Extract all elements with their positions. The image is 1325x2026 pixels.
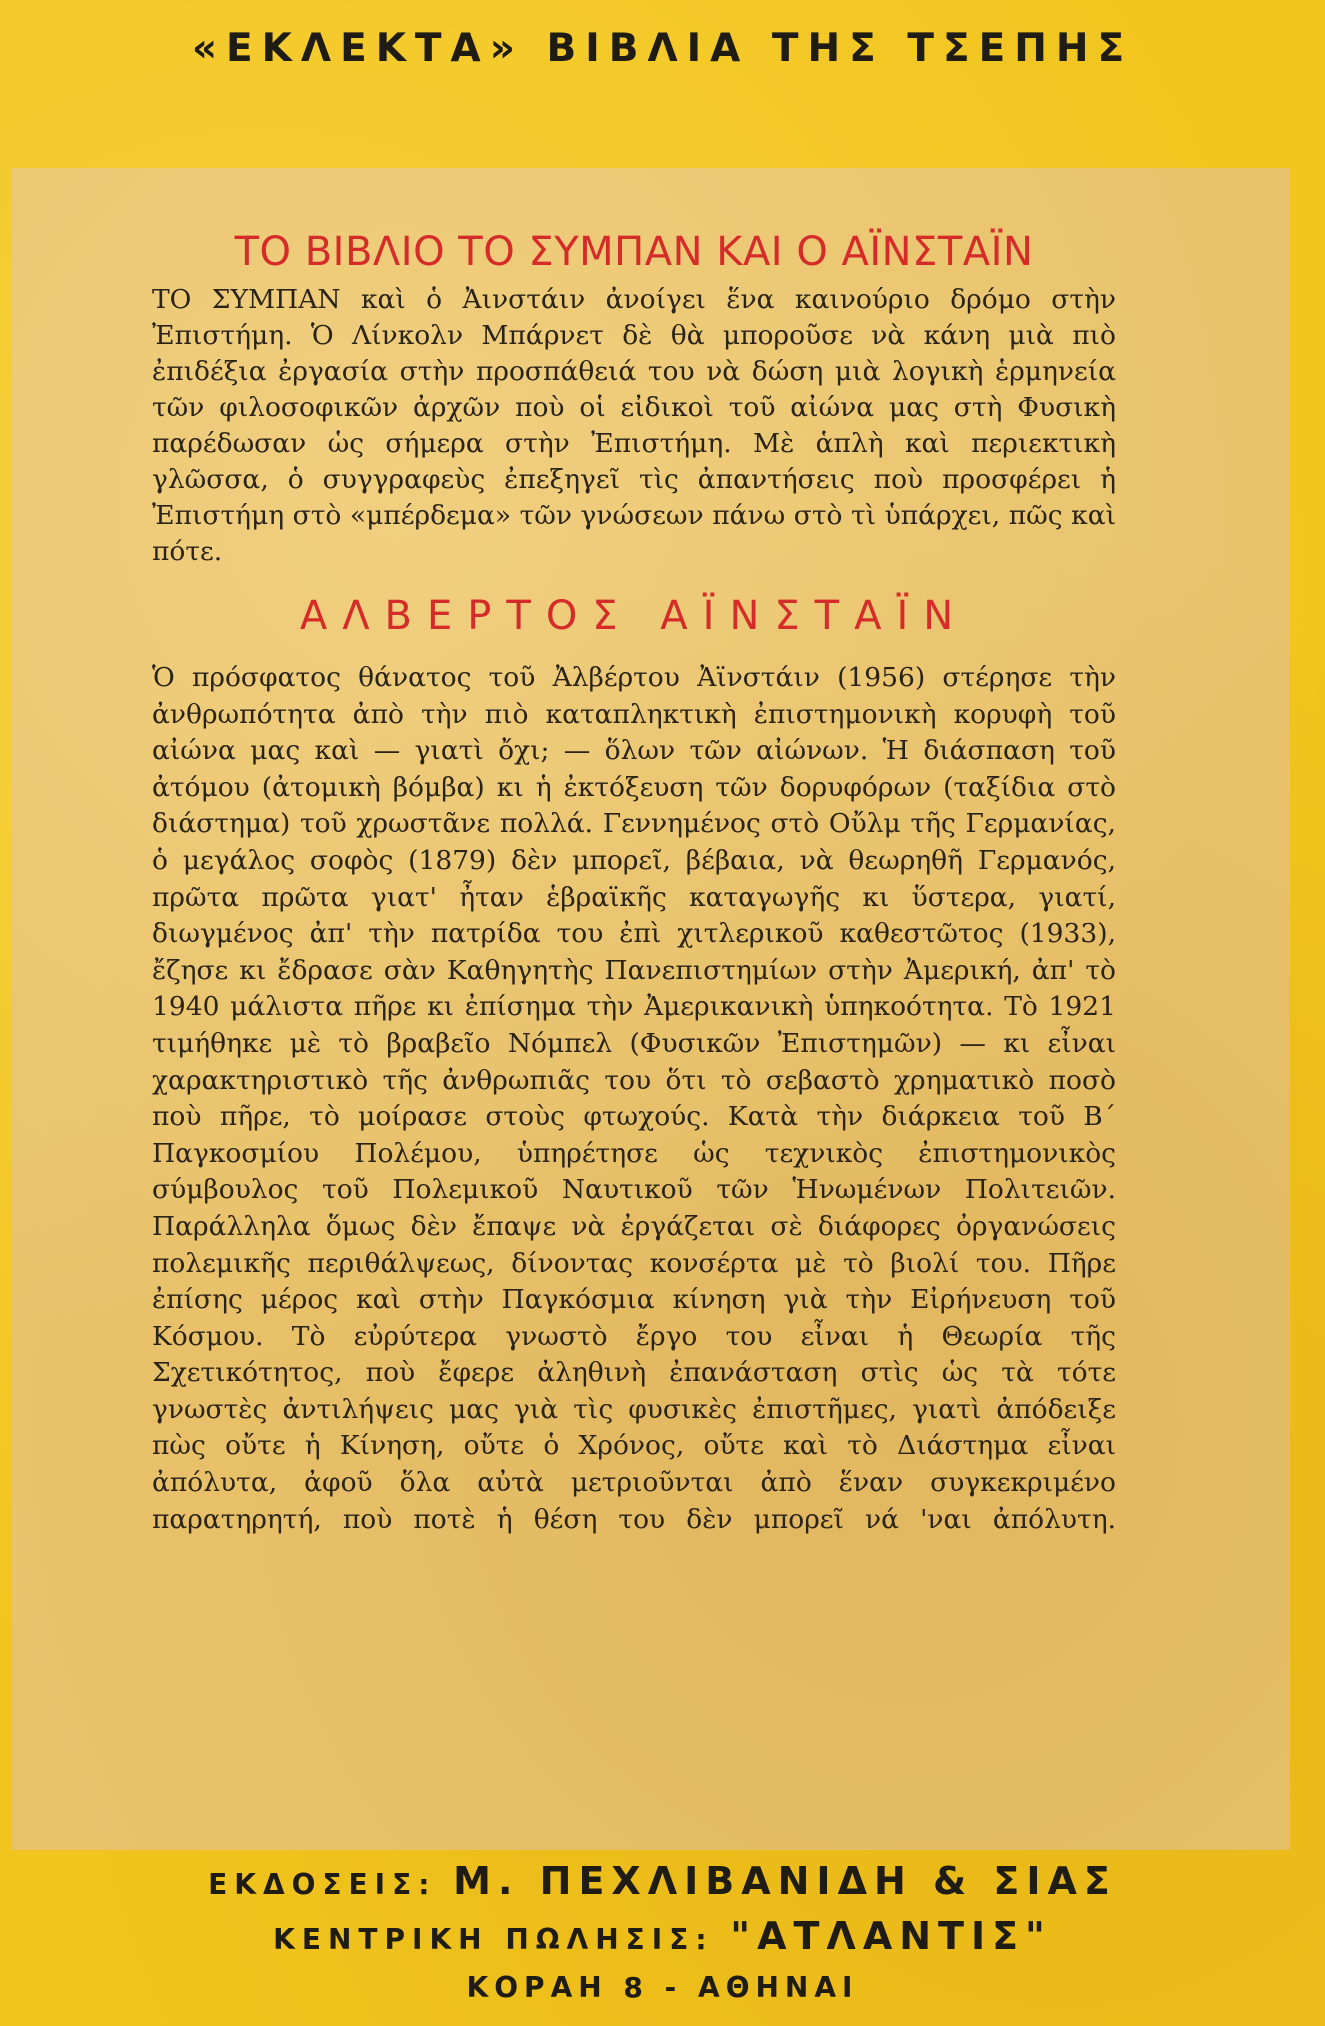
- book-heading: ΤΟ ΒΙΒΛΙΟ ΤΟ ΣΥΜΠΑΝ ΚΑΙ Ο ΑΪΝΣΤΑΪΝ: [234, 229, 1034, 275]
- book-description: ΤΟ ΣΥΜΠΑΝ καὶ ὁ Ἀινστάιν ἀνοίγει ἕνα καινούριο δρόμο στὴν Ἐπιστήμη. Ὁ Λίνκολν Μπάρνετ δὲ θὰ μποροῦσε νὰ κάνη μιὰ πιὸ ἐπιδέξια ἐργασία στὴν προσπάθειά του νὰ δώση μιὰ λογικὴ ἑρμηνεία τῶν φιλοσοφικῶν ἀρχῶν ποὺ οἱ εἰδικοὶ τοῦ αἰώνα μας στὴ Φυσικὴ παρέδωσαν ὡς σήμερα στὴν Ἐπιστήμη. Μὲ ἁπλὴ καὶ περιεκτικὴ γλῶσσα, ὁ συγγραφεὺς ἐπεξηγεῖ τὶς ἀπαντήσεις ποὺ προσφέρει ἡ Ἐπιστήμη στὸ «μπέρδεμα» τῶν γνώσεων πάνω στὸ τὶ ὑπάρχει, πῶς καὶ πότε.: [152, 284, 1116, 567]
- publisher-label: ΕΚΔΟΣΕΙΣ:: [208, 1868, 437, 1901]
- publisher-name: Μ. ΠΕΧΛΙΒΑΝΙΔΗ & ΣΙΑΣ: [453, 1859, 1117, 1903]
- text-block: [152, 222, 1116, 1538]
- publisher-line: [0, 1855, 1325, 1911]
- sales-label: ΚΕΝΤΡΙΚΗ ΠΩΛΗΣΙΣ:: [273, 1923, 714, 1956]
- sales-name: "ΑΤΛΑΝΤΙΣ": [730, 1914, 1052, 1958]
- series-title: «ΕΚΛΕΚΤΑ» ΒΙΒΛΙΑ ΤΗΣ ΤΣΕΠΗΣ: [191, 26, 1134, 71]
- author-biography: Ὁ πρόσφατος θάνατος τοῦ Ἀλβέρτου Ἀϊνστάιν (1956) στέρησε τὴν ἀνθρωπότητα ἀπὸ τὴν πιὸ καταπληκτικὴ ἐπιστημονικὴ κορυφὴ τοῦ αἰώνα μας καὶ — γιατὶ ὄχι; — ὅλων τῶν αἰώνων. Ἡ διάσπαση τοῦ ἀτόμου (ἀτομικὴ βόμβα) κι ἡ ἐκτόξευση τῶν δορυφόρων (ταξίδια στὸ διάστημα) τοῦ χρωστᾶνε πολλά. Γεννημένος στὸ Οὔλμ τῆς Γερμανίας, ὁ μεγάλος σοφὸς (1879) δὲν μπορεῖ, βέβαια, νὰ θεωρηθῆ Γερμανός, πρῶτα πρῶτα γιατ' ἦταν ἑβραϊκῆς καταγωγῆς κι ὕστερα, γιατί, διωγμένος ἀπ' τὴν πατρίδα του ἐπὶ χιτλερικοῦ καθεστῶτος (1933), ἔζησε κι ἔδρασε σὰν Καθηγητὴς Πανεπιστημίων στὴν Ἀμερική, ἀπ' τὸ 1940 μάλιστα πῆρε κι ἐπίσημα τὴν Ἀμερικανικὴ ὑπηκοότητα. Τὸ 1921 τιμήθηκε μὲ τὸ βραβεῖο Νόμπελ (Φυσικῶν Ἐπιστημῶν) — κι εἶναι χαρακτηριστικὸ τῆς ἀνθρωπιᾶς του ὅτι τὸ σεβαστὸ χρηματικὸ ποσὸ ποὺ πῆρε, τὸ μοίρασε στοὺς φτωχούς. Κατὰ τὴν διάρκεια τοῦ Β΄ Παγκοσμίου Πολέμου, ὑπηρέτησε ὡς τεχνικὸς ἐπιστημονικὸς σύμβουλος τοῦ Πολεμικοῦ Ναυτικοῦ τῶν Ἡνωμένων Πολιτειῶν. Παράλληλα ὅμως δὲν ἔπαψε νὰ ἐργάζεται σὲ διάφορες ὀργανώσεις πολεμικῆς περιθάλψεως, δίνοντας κονσέρτα μὲ τὸ βιολί του. Πῆρε ἐπίσης μέρος καὶ στὴν Παγκόσμια κίνηση γιὰ τὴν Εἰρήνευση τοῦ Κόσμου. Τὸ εὐρύτερα γνωστὸ ἔργο του εἶναι ἡ Θεωρία τῆς Σχετικότητος, ποὺ ἔφερε ἀληθινὴ ἐπανάσταση στὶς ὡς τὰ τότε γνωστὲς ἀντιλήψεις μας γιὰ τὶς φυσικὲς ἐπιστῆμες, γιατὶ ἀπόδειξε πὼς οὔτε ἡ Κίνηση, οὔτε ὁ Χρόνος, οὔτε καὶ τὸ Διάστημα εἶναι ἀπόλυτα, ἀφοῦ ὅλα αὐτὰ μετριοῦνται ἀπὸ ἕναν συγκεκριμένο παρατηρητή, ποὺ ποτὲ ἡ θέση του δὲν μπορεῖ νά 'ναι ἀπόλυτη.: [152, 662, 1116, 1535]
- author-heading: ΑΛΒΕΡΤΟΣ ΑΪΝΣΤΑΪΝ: [299, 593, 969, 639]
- sales-line: [0, 1911, 1325, 1965]
- publisher-address: ΚΟΡΑΗ 8 - ΑΘΗΝΑΙ: [466, 1971, 859, 2004]
- publisher-footer: [0, 1855, 1325, 2011]
